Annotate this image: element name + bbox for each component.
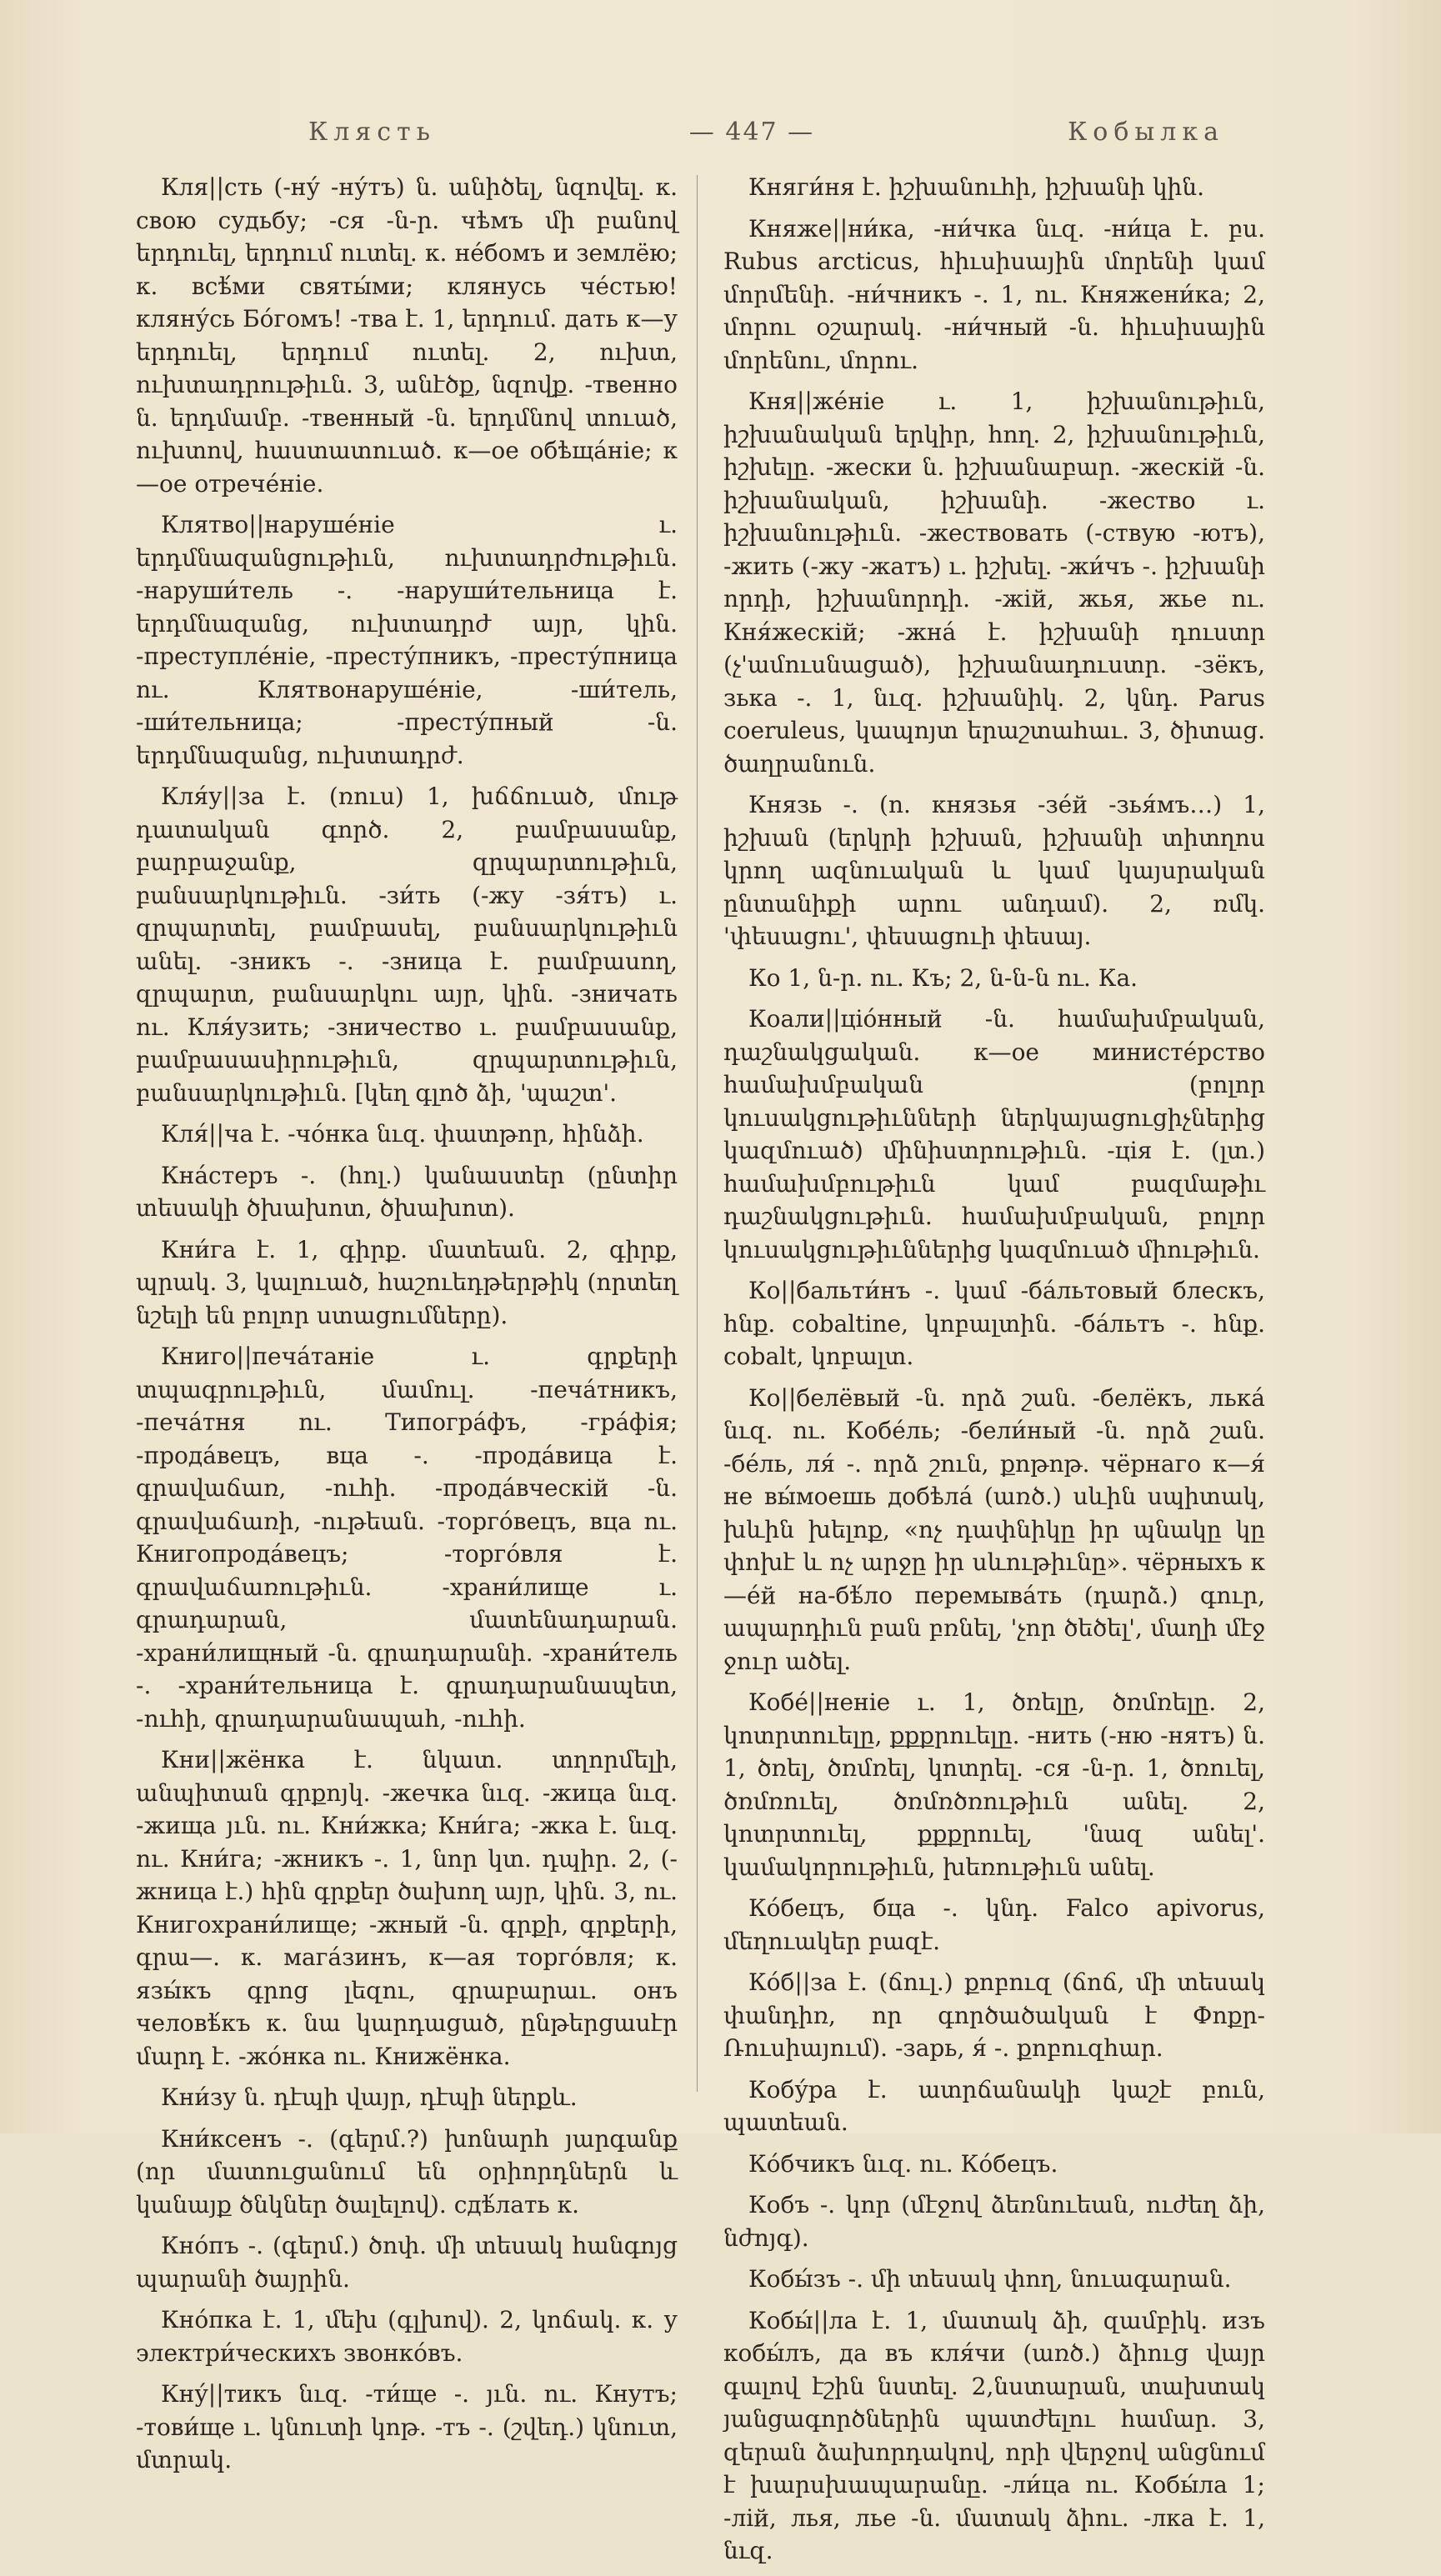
dictionary-entry: Кни́зу ն. դէպի վայր, դէպի ներքև.: [161, 2083, 578, 2111]
dictionary-entry: Кни́га է. 1, գիրք. մատեան. 2, գիրք, պրակ. 3, կալուած, հաշուեդթերթիկ (որտեղ նշելի են բոլոր ստացումները).: [136, 1235, 678, 1329]
dictionary-entry: Кобу́ра է. ատրճանակի կաշէ բուն, պատեան.: [723, 2075, 1265, 2136]
dictionary-entry: Князь -. (ո. князья -зе́й -зья́мъ…) 1, իշխան (երկրի իշխան, իշխանի տիտղոս կրող ազնուական և կամ կայսրական ընտանիքի արու անդամ). 2, ռմկ. 'փեսացու', փեսացուի փեսայ.: [723, 791, 1265, 950]
dictionary-entry: Ко 1, ն-ր. ու. Къ; 2, ն-ն-ն ու. Ка.: [748, 963, 1138, 992]
dictionary-entry: Ко́бчикъ նւզ. ու. Ко́бецъ.: [748, 2149, 1058, 2178]
dictionary-entry: Кобе́||неніе ւ. 1, ծռելը, ծռմռելը. 2, կոտրտուելը, քքքրուելը. -нить (-ню -нятъ) ն. 1, ծռել, ծռմռել, կոտրել. -ся -ն-ր. 1, ծռուել, ծռմռուել, ծռմռծռութիւն անել. 2, կոտրտուել, քքքրուել, 'նազ անել'. կամակորութիւն, խեռութիւն անել.: [723, 1688, 1265, 1881]
header-right-word: Кобылка: [1068, 117, 1224, 147]
dictionary-entry: Кля́||ча է. -чо́нка նւզ. փատթոր, հինձի.: [161, 1120, 644, 1148]
dictionary-entry: Кну́||тикъ նւզ. -ти́ще -. յւն. ու. Кнутъ; -тови́ще ւ. կնուտի կոթ. -тъ -. (շվեդ.) կնուտ, մտրակ.: [136, 2380, 678, 2473]
header-left-word: Клясть: [308, 117, 436, 147]
dictionary-entry: Кно́пка է. 1, մեխ (գլխով). 2, կոճակ. к. у электри́ческихъ звонко́въ.: [136, 2306, 678, 2367]
dictionary-entry: Ко||белёвый -ն. որձ շան. -белёкъ, лька́ նւզ. ու. Кобе́ль; -бели́ный -ն. որձ շան. -бе́ль, ля́ -. որձ շուն, քոթոթ. чёрнаго к—я́ не вы́моешь добѣла́ (առծ.) սևին սպիտակ, խևին խելոք, «ոչ դափնիկը իր պնակը կը փոխէ և ոչ արջը իր սևութիւնը». чёрныхъ к—е́й на-бѣ́ло перемыва́ть (դարձ.) գուր, ապարդիւն բան բռնել, 'չոր ծեծել', մաղի մէջ ջուր ածել.: [723, 1383, 1265, 1675]
dictionary-entry: Ко||бальти́нъ -. կամ -ба́льтовый блескъ, հնք. cobaltine, կոբալտին. -ба́льтъ -. հնք. cobalt, կոբալտ.: [723, 1277, 1265, 1370]
dictionary-entry: Книго||печа́таніе ւ. գրքերի տպագրութիւն, մամուլ. -печа́тникъ, -печа́тня ու. Типогра́фъ, -гра́фія; -прода́вецъ, вца -. -прода́вица է. գրավաճառ, -ուհի. -прода́вческій -ն. գրավաճառի, -ութեան. -торго́вецъ, вца ու. Книгопрода́вецъ; -торго́вля է. գրավաճառութիւն. -храни́лище ւ. գրադարան, մատենադարան. -храни́лищный -ն. գրադարանի. -храни́тель -. -храни́тельница է. գրադարանապետ, -ուհի, գրադարանապահ, -ուհի.: [136, 1343, 678, 1733]
running-header: [308, 107, 1224, 157]
page-number: — 447 —: [688, 117, 815, 147]
dictionary-entry: Кни́ксенъ -. (գերմ.?) խոնարհ յարգանք (որ մատուցանում են օրիորդներն և կանայք ծնկներ ծալելով). сдѣ́лать к.: [136, 2124, 678, 2218]
dictionary-entry: Княже||ни́ка, -ни́чка նւզ. -ни́ца է. բս. Rubus arcticus, հիւսիսային մորենի կամ մորմենի. -ни́чникъ -. 1, ու. Княжени́ка; 2, մորու օշարակ. -ни́чный -ն. հիւսիսային մորենու, մորու.: [723, 214, 1265, 374]
dictionary-entry: Кобы́||ла է. 1, մատակ ձի, զամբիկ. изъ кобы́лъ, да въ кля́чи (առծ.) ձիուց վայր գալով էշին նստել. 2,նստարան, տախտակ յանցագործներին պատժելու համար. 3, զերան ձախորդակով, որի վերջով անցնում է խարսխապարանը. -ли́ца ու. Кобы́ла 1; -лій, лья, лье -ն. մատակ ձիու. -лка է. 1, նւզ.: [723, 2306, 1265, 2564]
dictionary-entry: Кна́стеръ -. (հոլ.) կանաստեր (ընտիր տեսակի ծխախոտ, ծխախոտ).: [136, 1161, 678, 1222]
dictionary-entry: Кля||сть (-ну́ -ну́тъ) ն. անիծել, նզովել. к. свою судьбу; -ся -ն-ր. чѣмъ մի բանով երդուել, երդում ուտել. к. не́бомъ и землёю; к. всѣ́ми святы́ми; клянусь че́стью! кляну́сь Бо́гомъ! -тва է. 1, երդում. дать к—у երդուել, երդում ուտել. 2, ուխտ, ուխտադրութիւն. 3, անէծք, նզովք. -твенно ն. երդմամբ. -твенный -ն. երդմնով տուած, ուխտով, հաստատուած. к—ое обѣща́ніе; к—ое отрече́ніе.: [136, 173, 678, 498]
dictionary-entry: Кни||жёнка է. նկատ. տղորմելի, անպիտան գրքոյկ. -жечка նւզ. -жица նւզ. -жища յւն. ու. Кни́жка; Кни́га; -жка է. նւզ. ու. Кни́га; -жникъ -. 1, նոր կտ. դպիր. 2, (-жница է.) հին գրքեր ծախող այր, կին. 3, ու. Книгохрани́лище; -жный -ն. գրքի, գրքերի, գրա—. к. мага́зинъ, к—ая торго́вля; к. язы́къ գրոց լեզու, գրաբարաւ. онъ человѣ́къ к. նա կարդացած, ընթերցասէր մարդ է. -жо́нка ու. Книжёнка.: [136, 1746, 678, 2070]
dictionary-entry: Клятво||наруше́ніе ւ. երդմնազանցութիւն, ուխտադրժութիւն. -наруши́тель -. -наруши́тельница է. երդմնազանց, ուխտադրժ այր, կին. -преступле́ніе, -престу́пникъ, -престу́пница ու. Клятвонаруше́ніе, -ши́тель, -ши́тельница; -престу́пный -ն. երդմնազանց, ուխտադրժ.: [136, 511, 678, 769]
column-divider: [697, 175, 698, 2092]
dictionary-entry: Коали||ціо́нный -ն. համախմբական, դաշնակցական. к—ое министе́рство համախմբական (բոլոր կուսակցութիւնների ներկայացուցիչներից կազմուած) մինիստրութիւն. -ція է. (լտ.) համախմբութիւն կամ բազմաթիւ դաշնակցութիւն. համախմբական, բոլոր կուսակցութիւններից կազմուած միութիւն.: [723, 1005, 1265, 1263]
dictionary-entry: Ко́б||за է. (ճուլ.) քոբուզ (ճոճ, մի տեսակ փանդիռ, որ գործածական է Փոքր-Ռուսիայում). -зарь, я́ -. քոբուզհար.: [723, 1968, 1265, 2062]
dictionary-entry: Княги́ня է. իշխանուհի, իշխանի կին.: [748, 173, 1204, 201]
right-column: [723, 171, 1265, 2576]
dictionary-entry: Кобъ -. կոր (մէջով ձեռնուեան, ուժեղ ձի, նժոյգ).: [723, 2191, 1265, 2252]
dictionary-entry: Кно́пъ -. (գերմ.) ծոփ. մի տեսակ հանգոյց պարանի ծայրին.: [136, 2232, 678, 2293]
dictionary-entry: Кобы́зъ -. մի տեսակ փող, նուագարան.: [748, 2265, 1232, 2293]
dictionary-entry: Кля́у||за է. (ռուս) 1, խճճուած, մութ դատական գործ. 2, բամբասանք, բարբաջանք, զրպարտութիւն, բանսարկութիւն. -зи́ть (-жу -зя́тъ) ւ. զրպարտել, բամբասել, բանսարկութիւն անել. -зникъ -. -зница է. բամբասող, զրպարտ, բանսարկու այր, կին. -зничать ու. Кля́узить; -зничество ւ. բամբասանք, բամբասասիրութիւն, զրպարտութիւն, բանսարկութիւն. [կեղ գլոծ ձի, 'պաշտ'.: [136, 783, 678, 1107]
dictionary-entry: Кня||же́ніе ւ. 1, իշխանութիւն, իշխանական երկիր, հող. 2, իշխանութիւն, իշխելը. -жески ն. իշխանաբար. -жескій -ն. իշխանական, իշխանի. -жество ւ. իշխանութիւն. -жествовать (-ствую -ютъ), -жить (-жу -жатъ) ւ. իշխել. -жи́чъ -. իշխանի որդի, իշխանորդի. -жій, жья, жье ու. Кня́жескій; -жна́ է. իշխանի դուստր (չ'ամուսնացած), իշխանադուստր. -зёкъ, зька -. 1, նւզ. իշխանիկ. 2, կնդ. Parus coeruleus, կապոյտ երաշտահաւ. 3, ծիտաց. ծաղրանուն.: [723, 388, 1265, 778]
left-column: [136, 171, 678, 2485]
dictionary-entry: Ко́бецъ, бца -. կնդ. Falco apivorus, մեղուակեր բազէ.: [723, 1894, 1265, 1955]
